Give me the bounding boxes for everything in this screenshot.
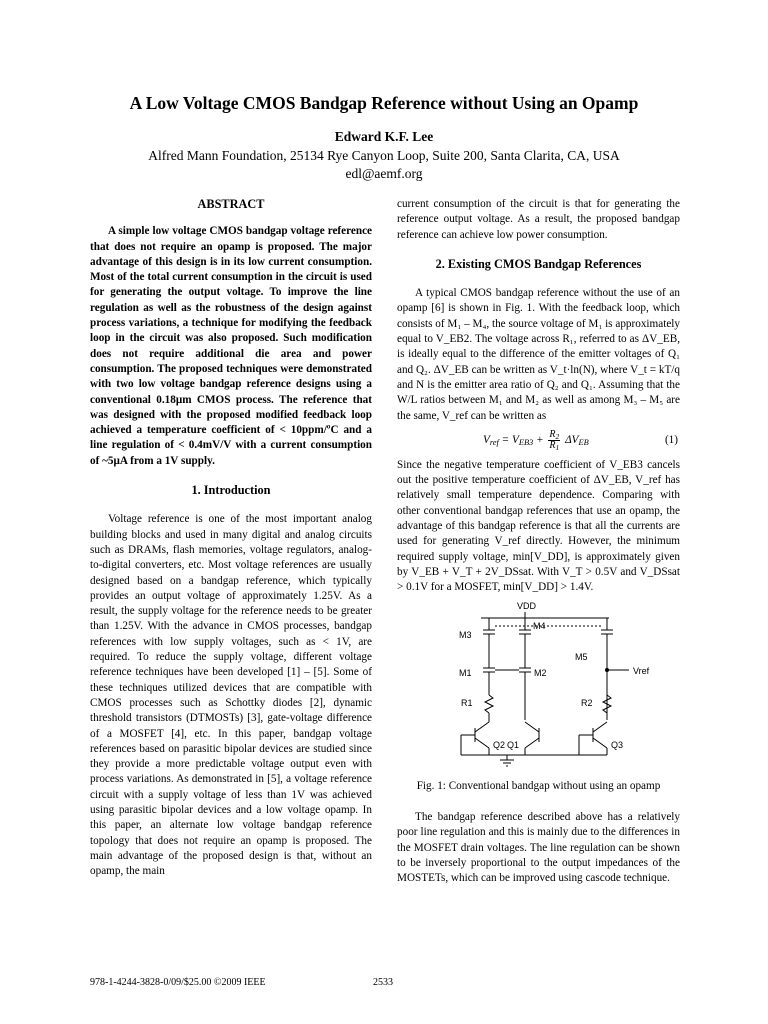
- vref-label: Vref: [633, 665, 650, 676]
- author-email: edl@aemf.org: [345, 166, 423, 181]
- section2-para1: A typical CMOS bandgap reference without the use of an opamp [6] is shown in Fig. 1. With the feedback loop, which consists of M₁ – M₄, the source voltage of M₁ is approximately equal to V_EB2. The voltage across R₁, referred to as ΔV_EB, is ideally equal to the difference of the emitter voltages of Q₁ and Q₂. ΔV_EB can be written as V_t·ln(N), where V_t = kT/q and N is the emitter area ratio of Q₂ and Q₁. Assuming that the W/L ratios between M₁ and M₂ as well as among M₃ – M₅ are the same, V_ref can be written as: [397, 287, 680, 422]
- section2-heading: 2. Existing CMOS Bandgap References: [435, 256, 642, 271]
- equation-1-expression: $V_{ref} = V_{EB3}$ + $\frac{R_2}{R_1}$ $\Delta V_{EB}$: [483, 429, 589, 453]
- m2-label: M2: [534, 667, 547, 678]
- q2-label: Q2: [493, 739, 506, 750]
- author-name: Edward K.F. Lee: [334, 129, 434, 144]
- left-column: [90, 197, 372, 879]
- abstract-heading: ABSTRACT: [197, 197, 265, 211]
- m5-label: M5: [575, 651, 588, 662]
- r1-resistor: [485, 695, 493, 713]
- paper-title: A Low Voltage CMOS Bandgap Reference without Using an Opamp: [129, 93, 639, 113]
- q3-label: Q3: [611, 739, 624, 750]
- equation-1: [397, 424, 680, 458]
- figure-1-caption: Fig. 1: Conventional bandgap without using an opamp: [416, 779, 661, 792]
- author-affiliation: Alfred Mann Foundation, 25134 Rye Canyon Loop, Suite 200, Santa Clarita, CA, USA: [148, 148, 620, 163]
- m4-label: M4: [533, 620, 546, 631]
- vdd-label: VDD: [517, 600, 537, 611]
- right-column: [397, 197, 680, 887]
- footer-copyright: 978-1-4244-3828-0/09/$25.00 ©2009 IEEE: [90, 977, 266, 988]
- equation-1-number: (1): [664, 434, 678, 447]
- page-number: 2533: [373, 977, 393, 988]
- q1-label: Q1: [507, 739, 520, 750]
- section2-para3: The bandgap reference described above has a relatively poor line regulation and this is mainly due to the differences in the MOSFET drain voltages. The line regulation can be shown to be inversely proportional to the output impedances of the MOSTETs, which can be improved using cascode technique.: [397, 811, 680, 885]
- intro-continuation-text: current consumption of the circuit is that for generating the reference output voltage. As a result, the proposed bandgap reference can achieve low power consumption.: [397, 198, 680, 241]
- introduction-heading: 1. Introduction: [191, 483, 271, 498]
- r1-label: R1: [461, 697, 473, 708]
- r2-label: R2: [581, 697, 593, 708]
- introduction-text: Voltage reference is one of the most important analog building blocks and used in many digital and analog circuits such as DRAMs, flash memories, voltage regulators, analog-to-digital converters, etc. Most voltage references are usually designed based on a bandgap reference, which typically provides an output voltage of approximately 1.25V. As a result, the supply voltage for the reference needs to be greater than 1.25V. With the advance in CMOS processes, bandgap references with low supply voltages, such as < 1V, are required. To reduce the supply voltage, different voltage reference techniques have been developed [1] – [5]. Some of these techniques utilized devices that are compatible with CMOS processes such as Schottky diodes [2], dynamic threshold transistors (DTMOSTs) [3], gate-voltage difference of a MOSFET [4], etc. In this paper, bandgap voltage references based on parasitic bipolar devices are studied since they provide a more predictable voltage output even with process variations. As demonstrated in [5], a voltage reference circuit with a supply voltage of less than 1V was achieved using parasitic bipolar devices and a low voltage opamp. In this paper, an alternate low voltage bandgap reference topology that does not require an opamp is proposed. The main advantage of the proposed design is that, without an opamp, the main: [90, 513, 372, 878]
- figure-1-circuit: [397, 600, 680, 770]
- section2-para2: Since the negative temperature coefficient of V_EB3 cancels out the positive temperature coefficient of ΔV_EB, V_ref has relatively small temperature dependence. Comparing with other conventional bandgap references that use an opamp, the advantage of this bandgap reference is that all the currents are used for generating V_ref directly. However, the minimum required supply voltage, min[V_DD], is approximately given by V_EB + V_T + 2V_DSsat. With V_T > 0.5V and V_DSsat > 0.1V for a MOSFET, min[V_DD] > 1.4V.: [397, 458, 680, 594]
- m3-label: M3: [459, 629, 472, 640]
- m1-label: M1: [459, 667, 472, 678]
- abstract-text: A simple low voltage CMOS bandgap voltage reference that does not require an opamp is proposed. The major advantage of this design is in its low current consumption. Most of the total current consumption in the circuit is used for generating the output voltage. To improve the line regulation as well as the robustness of the design against process variations, a technique for modifying the feedback loop in the circuit was also proposed. Such modification does not require additional die area and power consumption. The proposed techniques were demonstrated with two low voltage bandgap reference designs using a conventional 0.18μm CMOS process. The reference that was designed with the proposed modified feedback loop achieved a temperature coefficient of < 10ppm/ºC and a line regulation of < 0.4mV/V with a current consumption of ~5μA from a 1V supply.: [90, 225, 372, 467]
